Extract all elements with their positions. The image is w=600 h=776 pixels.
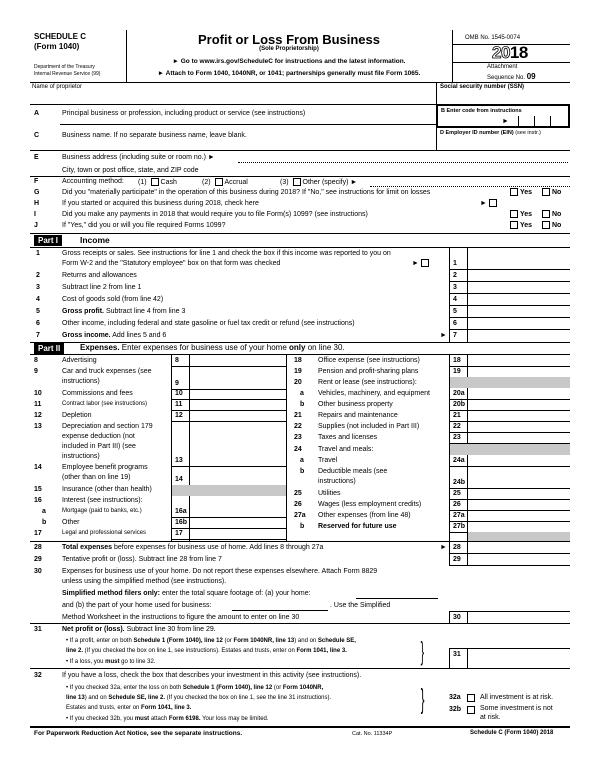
line32-text-b: • If you checked 32a, enter the loss on both Schedule 1 (Form 1040), line 12 (or Form 1040NR, — [66, 685, 324, 691]
line30-text-c: Simplified method filers only: enter the total square footage of: (a) your home: — [62, 590, 311, 597]
expense-left-amount-field[interactable] — [190, 456, 285, 465]
form-ref: (Form 1040) — [34, 42, 80, 51]
expense-right-ref: 20a — [453, 390, 465, 397]
line-i-no[interactable]: No — [540, 210, 561, 218]
line32a-checkbox[interactable] — [467, 694, 475, 702]
line6-text: Other income, including federal and state gasoline or fuel tax credit or refund (see instructions) — [62, 320, 355, 327]
expense-left-text: instructions) — [62, 378, 100, 385]
line32a-text: All investment is at risk. — [480, 694, 554, 701]
box-d-label: D Employer ID number (EIN) (see instr.) — [440, 130, 541, 136]
expense-right-num: 25 — [294, 490, 302, 497]
box-b[interactable]: B Enter code from instructions ► — [436, 104, 570, 128]
footer-notice: For Paperwork Reduction Act Notice, see the separate instructions. — [34, 730, 243, 737]
line31-text-d: line 2. (If you checked the box on line 1, see instructions). Estates and trusts, enter on Form 1041, line 3. — [66, 648, 347, 654]
expense-left-amount-field[interactable] — [190, 529, 285, 538]
line32-text-c: line 13) and on Schedule SE, line 2. (If you checked the box on line 1, see the line 31 instructions). — [66, 695, 332, 701]
expense-right-num: 26 — [294, 501, 302, 508]
expense-left-ref: 9 — [175, 380, 179, 387]
expense-left-text: Depreciation and section 179 — [62, 423, 153, 430]
attachment-label: Attachment — [487, 64, 518, 70]
expense-right-text: Travel — [318, 457, 338, 464]
line7-text: Gross income. Add lines 5 and 6 — [62, 332, 167, 339]
expense-right-num: 27a — [294, 512, 306, 519]
expense-right-ref: 20b — [453, 401, 466, 408]
expense-left-num: b — [42, 519, 47, 526]
line4-text: Cost of goods sold (from line 42) — [62, 296, 164, 303]
expense-right-amount-field[interactable] — [468, 522, 568, 531]
form-title: Profit or Loss From Business — [197, 32, 381, 47]
line-h-checkbox[interactable]: ► — [480, 199, 499, 207]
line29-num: 29 — [34, 556, 42, 563]
sequence-label: Sequence No. 09 — [487, 72, 536, 81]
expense-left-text: included in Part III) (see — [62, 443, 136, 450]
line-h-letter: H — [34, 200, 40, 207]
expense-left-num: 8 — [34, 357, 38, 364]
line30-num: 30 — [34, 568, 42, 575]
expense-right-ref: 24a — [453, 457, 465, 464]
expense-right-num: 24 — [294, 446, 302, 453]
expense-right-amount-field[interactable] — [468, 478, 568, 487]
attach-text: ► Attach to Form 1040, 1040NR, or 1041; partnerships generally must file Form 1065. — [157, 70, 421, 77]
part2-title: Expenses. Enter expenses for business use of your home only on line 30. — [80, 343, 345, 352]
expense-right-text: Rent or lease (see instructions): — [318, 379, 417, 386]
expense-left-num: 9 — [34, 368, 38, 375]
expense-right-num: a — [300, 457, 304, 464]
expense-left-amount-field[interactable] — [190, 389, 285, 398]
expense-right-ref: 22 — [453, 423, 461, 430]
line2-text: Returns and allowances — [62, 272, 137, 279]
expense-left-ref: 12 — [175, 412, 183, 419]
line30-text-b: unless using the simplified method (see instructions). — [62, 578, 227, 585]
expense-right-text: Utilities — [318, 490, 341, 497]
expense-left-text: Interest (see instructions): — [62, 497, 143, 504]
line6-ref: 6 — [453, 320, 457, 327]
line-c-text: Business name. If no separate business name, leave blank. — [62, 132, 247, 139]
line32-brace: } — [420, 683, 425, 714]
expense-right-text: Other business property — [318, 401, 393, 408]
expense-right-text: Supplies (not included in Part III) — [318, 423, 420, 430]
expense-right-amount-field[interactable] — [468, 356, 568, 365]
ssn-label: Social security number (SSN) — [440, 84, 525, 90]
expense-right-amount-field[interactable] — [468, 500, 568, 509]
tax-year: 2018 — [492, 43, 528, 62]
expense-right-text: Wages (less employment credits) — [318, 501, 422, 508]
proprietor-name-label: Name of proprietor — [32, 84, 83, 90]
expense-right-ref: 21 — [453, 412, 461, 419]
expense-left-text: instructions) — [62, 453, 100, 460]
line-g-yes[interactable]: Yes — [508, 188, 532, 196]
expense-right-ref: 19 — [453, 368, 461, 375]
expense-right-ref: 18 — [453, 357, 461, 364]
line31-ref: 31 — [453, 651, 461, 658]
statutory-employee-checkbox[interactable]: ► — [412, 259, 431, 267]
expense-left-ref: 17 — [175, 530, 183, 537]
expense-left-amount-field[interactable] — [190, 356, 285, 365]
dept-label: Department of the Treasury — [34, 64, 95, 70]
expense-right-amount-field[interactable] — [468, 511, 568, 520]
line-i-letter: I — [34, 211, 36, 218]
expense-left-text: Employee benefit programs — [62, 464, 148, 471]
expense-right-amount-field[interactable] — [468, 422, 568, 431]
line-i-yes[interactable]: Yes — [508, 210, 532, 218]
expense-left-num: 14 — [34, 464, 42, 471]
expense-right-ref: 23 — [453, 434, 461, 441]
line-c-letter: C — [34, 132, 40, 139]
line-i-text: Did you make any payments in 2018 that would require you to file Form(s) 1099? (see instructions) — [62, 211, 368, 218]
expense-left-num: 11 — [34, 401, 42, 408]
line2-num: 2 — [36, 272, 40, 279]
line7-ref: 7 — [453, 332, 457, 339]
accounting-other[interactable]: (3) Other (specify) ► — [280, 178, 358, 186]
line31-text-e: • If a loss, you must go to line 32. — [66, 659, 156, 665]
line29-text: Tentative profit or (loss). Subtract line 28 from line 7 — [62, 556, 222, 563]
part1-tag: Part I — [34, 235, 62, 246]
expense-left-ref: 16b — [175, 519, 188, 526]
line1-ref: 1 — [453, 260, 457, 267]
line5-ref: 5 — [453, 308, 457, 315]
expense-right-num: 21 — [294, 412, 302, 419]
schedule-label: SCHEDULE C — [34, 32, 87, 41]
line5-text: Gross profit. Subtract line 4 from line 3 — [62, 308, 186, 315]
expense-left-num: 12 — [34, 412, 42, 419]
line4-ref: 4 — [453, 296, 457, 303]
expense-right-num: b — [300, 468, 305, 475]
irs-label: Internal Revenue Service (99) — [34, 71, 101, 77]
accounting-method-label: Accounting method: — [62, 178, 124, 185]
expense-right-num: b — [300, 523, 305, 530]
expense-right-num: 18 — [294, 357, 302, 364]
line3-ref: 3 — [453, 284, 457, 291]
line1-text2: Form W-2 and the "Statutory employee" box on that form was checked — [62, 260, 281, 267]
expense-right-text: Office expense (see instructions) — [318, 357, 420, 364]
expense-right-num: b — [300, 401, 305, 408]
expense-left-ref: 10 — [175, 390, 183, 397]
expense-right-num: 23 — [294, 434, 302, 441]
line32b-ref: 32b — [449, 706, 462, 713]
line-h-text: If you started or acquired this business during 2018, check here — [62, 200, 259, 207]
line28-num: 28 — [34, 544, 42, 551]
expense-right-text: instructions) — [318, 478, 356, 485]
expense-right-text: Deductible meals (see — [318, 468, 388, 475]
expense-right-text: Reserved for future use — [318, 523, 397, 530]
expense-left-text: Advertising — [62, 357, 97, 364]
line-g-no[interactable]: No — [540, 188, 561, 196]
expense-left-text: Legal and professional services — [62, 530, 147, 536]
expense-right-text: Repairs and maintenance — [318, 412, 398, 419]
expense-left-text: expense deduction (not — [62, 433, 135, 440]
line32a-ref: 32a — [449, 694, 461, 701]
expense-left-num: 10 — [34, 390, 42, 397]
line-a-letter: A — [34, 110, 40, 117]
line-j-text: If "Yes," did you or will you file required Forms 1099? — [62, 222, 226, 229]
expense-right-text: Pension and profit-sharing plans — [318, 368, 419, 375]
expense-left-ref: 14 — [175, 476, 183, 483]
expense-right-num: 22 — [294, 423, 302, 430]
line3-text: Subtract line 2 from line 1 — [62, 284, 142, 291]
expense-left-ref: 11 — [175, 401, 183, 408]
line3-num: 3 — [36, 284, 40, 291]
expense-right-amount-field[interactable] — [468, 489, 568, 498]
line27b-shaded — [468, 532, 570, 541]
expense-left-text: Insurance (other than health) — [62, 486, 152, 493]
expense-left-ref: 16a — [175, 508, 187, 515]
expense-left-amount-field[interactable] — [190, 400, 285, 409]
expense-right-ref: 26 — [453, 501, 461, 508]
expense-left-amount-field[interactable] — [190, 411, 285, 420]
line-f-letter: F — [34, 178, 39, 185]
line30-ref: 30 — [453, 614, 461, 621]
line-g-text: Did you "materially participate" in the operation of this business during 2018? If "No," see instructions for limit on losses — [62, 189, 431, 196]
line32-text-d: Estates and trusts, enter on Form 1041, line 3. — [66, 705, 192, 711]
line-e-letter: E — [34, 154, 39, 161]
expense-left-amount-field[interactable] — [190, 379, 285, 388]
expense-left-ref: 8 — [175, 357, 179, 364]
line32-text-e: • If you checked 32b, you must attach Form 6198. Your loss may be limited. — [66, 716, 269, 722]
line-g-letter: G — [34, 189, 40, 196]
line30-text-a: Expenses for business use of your home. Do not report these expenses elsewhere. Attach Form 8829 — [62, 568, 378, 575]
line-e-text: Business address (including suite or room no.) ► — [62, 154, 215, 161]
line1-text: Gross receipts or sales. See instructions for line 1 and check the box if this income was reported to you on — [62, 250, 391, 257]
line31-brace: } — [420, 636, 425, 666]
line16-shaded — [172, 485, 286, 496]
line20-shaded — [450, 377, 570, 388]
expense-right-amount-field[interactable] — [468, 411, 568, 420]
expense-right-ref: 27a — [453, 512, 465, 519]
expense-left-num: 13 — [34, 423, 42, 430]
line6-num: 6 — [36, 320, 40, 327]
line29-ref: 29 — [453, 556, 461, 563]
form-subtitle: (Sole Proprietorship) — [259, 46, 319, 52]
expense-left-text: (other than on line 19) — [62, 474, 131, 481]
line32b-text: Some investment is not — [480, 705, 553, 712]
expense-right-text: Taxes and licenses — [318, 434, 378, 441]
expense-right-text: Travel and meals: — [318, 446, 374, 453]
line1-num: 1 — [36, 250, 40, 257]
expense-right-num: a — [300, 390, 304, 397]
expense-right-amount-field[interactable] — [468, 433, 568, 442]
expense-right-text: Vehicles, machinery, and equipment — [318, 390, 430, 397]
expense-right-text: Other expenses (from line 48) — [318, 512, 411, 519]
expense-left-amount-field[interactable] — [190, 475, 285, 484]
expense-left-num: 16 — [34, 497, 42, 504]
line5-num: 5 — [36, 308, 40, 315]
expense-right-amount-field[interactable] — [468, 456, 568, 465]
expense-right-amount-field[interactable] — [468, 367, 568, 376]
line4-num: 4 — [36, 296, 40, 303]
line31-text-a: Net profit or (loss). Subtract line 30 from line 29. — [62, 626, 216, 633]
expense-left-amount-field[interactable] — [190, 507, 285, 516]
line-j-no[interactable]: No — [540, 221, 561, 229]
expense-left-text: Mortgage (paid to banks, etc.) — [62, 508, 142, 514]
expense-left-num: 15 — [34, 486, 42, 493]
part1-title: Income — [80, 235, 110, 245]
accounting-cash[interactable]: (1) Cash — [138, 178, 177, 186]
line32-text-a: If you have a loss, check the box that describes your investment in this activity (see instructions). — [62, 672, 362, 679]
expense-left-text: Other — [62, 519, 80, 526]
line32b-text2: at risk. — [480, 714, 501, 721]
expense-right-amount-field[interactable] — [468, 400, 568, 409]
line32-num: 32 — [34, 672, 42, 679]
expense-left-text: Car and truck expenses (see — [62, 368, 152, 375]
expense-left-text: Contract labor (see instructions) — [62, 401, 148, 407]
line-j-letter: J — [34, 222, 38, 229]
line30-text-d: and (b) the part of your home used for business: — [62, 602, 212, 609]
expense-right-num: 19 — [294, 368, 302, 375]
line-a-text: Principal business or profession, including product or service (see instructions) — [62, 110, 306, 117]
footer-cat: Cat. No. 11334P — [352, 731, 393, 737]
accounting-accrual[interactable]: (2) Accrual — [202, 178, 248, 186]
line30-text-e: Method Worksheet in the instructions to figure the amount to enter on line 30 — [62, 614, 300, 621]
expense-right-ref: 25 — [453, 490, 461, 497]
expense-left-num: 17 — [34, 530, 42, 537]
footer-form: Schedule C (Form 1040) 2018 — [470, 730, 554, 736]
line28-text: Total expenses before expenses for business use of home. Add lines 8 through 27a — [62, 544, 324, 551]
expense-left-text: Commissions and fees — [62, 390, 133, 397]
expense-right-ref: 24b — [453, 479, 466, 486]
city-state-zip-label: City, town or post office, state, and ZIP code — [62, 167, 199, 174]
expense-left-amount-field[interactable] — [190, 518, 285, 527]
goto-text: ► Go to www.irs.gov/ScheduleC for instructions and the latest information. — [172, 58, 406, 65]
expense-left-ref: 13 — [175, 457, 183, 464]
expense-left-num: a — [42, 508, 46, 515]
expense-right-amount-field[interactable] — [468, 389, 568, 398]
omb-number: OMB No. 1545-0074 — [465, 35, 521, 41]
expense-right-num: 20 — [294, 379, 302, 386]
line2-ref: 2 — [453, 272, 457, 279]
line-j-yes[interactable]: Yes — [508, 221, 532, 229]
line28-ref: 28 — [453, 544, 461, 551]
line31-num: 31 — [34, 626, 42, 633]
line7-num: 7 — [36, 332, 40, 339]
line31-text-c: • If a profit, enter on both Schedule 1 (Form 1040), line 12 (or Form 1040NR, line 13) and on Schedule SE, — [66, 638, 356, 644]
line32b-checkbox[interactable] — [467, 706, 475, 714]
expense-left-text: Depletion — [62, 412, 92, 419]
line24-shaded — [450, 444, 570, 455]
expense-right-ref: 27b — [453, 523, 466, 530]
part2-tag: Part II — [34, 343, 64, 354]
